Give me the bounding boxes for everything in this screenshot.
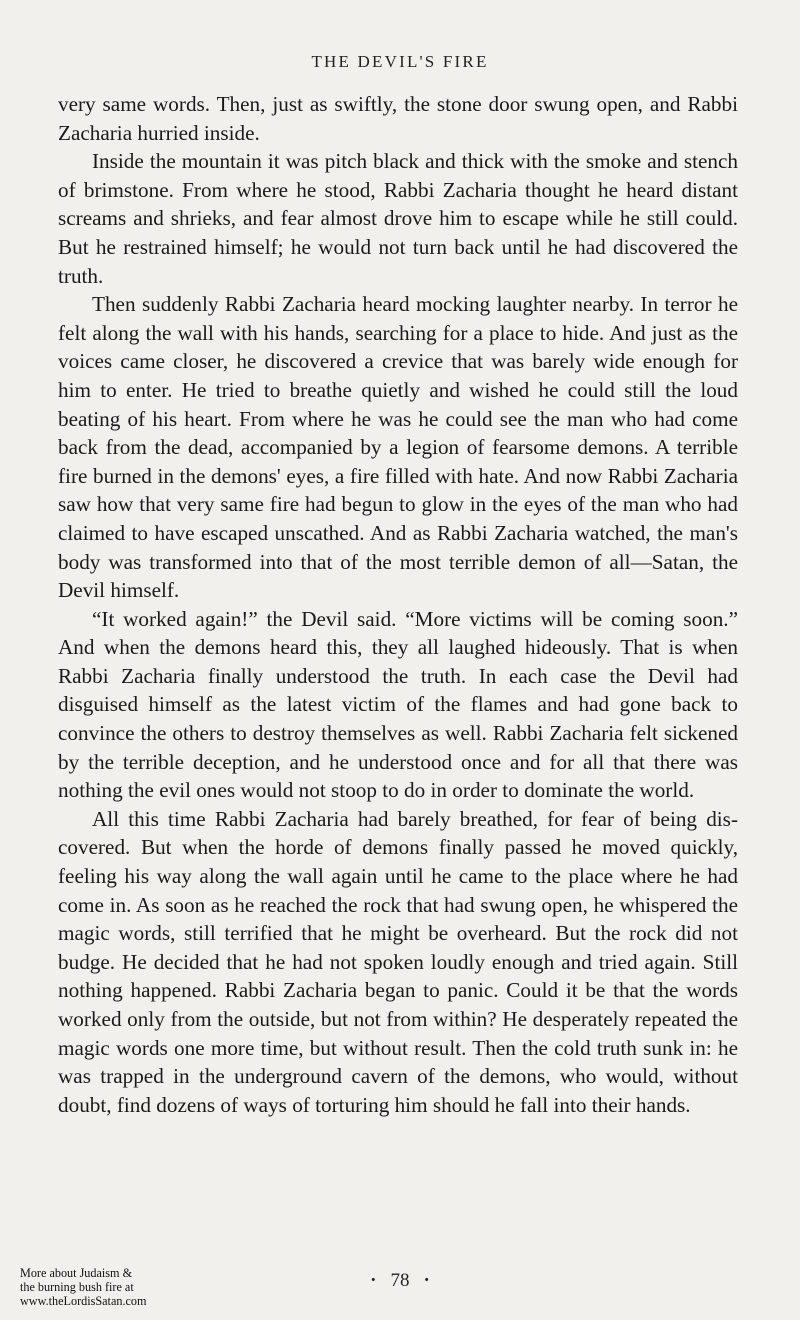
running-head: THE DEVIL'S FIRE (311, 52, 489, 71)
footer-note (20, 1266, 220, 1308)
paragraph-3: Then suddenly Rabbi Zacharia heard mocking laughter nearby. In terror he felt along the wall with his hands, searching for a place to hide. And just as the voices came closer, he discovered a crevice that was barely wide enough for him to enter. He tried to breathe quietly and wished he could still the loud beating of his heart. From where he was he could see the man who had come back from the dead, accompanied by a legion of fearsome demons. A terrible fire burned in the demons' eyes, a fire filled with hate. And now Rabbi Zacharia saw how that very same fire had begun to glow in the eyes of the man who had claimed to have escaped unscathed. And as Rabbi Zacharia watched, the man's body was transformed into that of the most terrible demon of all—Satan, the Devil himself. (58, 292, 738, 603)
paragraph-2: Inside the mountain it was pitch black and thick with the smoke and stench of brimstone. From where he stood, Rabbi Zacharia thought he heard distant screams and shrieks, and fear almost drove him to escape while he still could. But he restrained himself; he would not turn back until he had discovered the truth. (58, 149, 738, 288)
footer-note-link[interactable]: www.theLordisSatan.com (20, 1294, 147, 1308)
paragraph-1: very same words. Then, just as swiftly, the stone door swung open, and Rabbi Zacharia hurried inside. (58, 92, 738, 145)
page-number-dot-left: · (370, 1270, 377, 1291)
paragraph-4: “It worked again!” the Devil said. “More victims will be coming soon.” And when the demons heard this, they all laughed hideously. That is when Rabbi Zacharia finally understood the truth. In each case the Devil had disguised himself as the latest victim of the flames and had gone back to convince the others to destroy themselves as well. Rabbi Zacharia felt sickened by the terrible deception, and he understood once and for all that there was nothing the evil ones would not stoop to do in order to dominate the world. (58, 606, 738, 803)
page-number-dot-right: · (423, 1270, 430, 1291)
footer-note-line-2: the burning bush fire at (20, 1280, 134, 1294)
page-number-value: 78 (390, 1270, 410, 1291)
paragraph-5: All this time Rabbi Zacharia had barely breathed, for fear of being discovered. But when the horde of demons finally passed he moved quickly, feeling his way along the wall again until he came to the place where he had come in. As soon as he reached the rock that had swung open, he whispered the magic words, still terrified that he might be overheard. But the rock did not budge. He decided that he had not spoken loudly enough and tried again. Still nothing happened. Rabbi Zacharia began to panic. Could it be that the words worked only from the outside, but not from within? He desperately repeated the magic words one more time, but without result. Then the cold truth sunk in: he was trapped in the underground cavern of the demons, who would, without doubt, find dozens of ways of torturing him should he fall into their hands. (58, 806, 738, 1117)
footer-note-line-1: More about Judaism & (20, 1266, 133, 1280)
body-text (58, 90, 738, 1119)
